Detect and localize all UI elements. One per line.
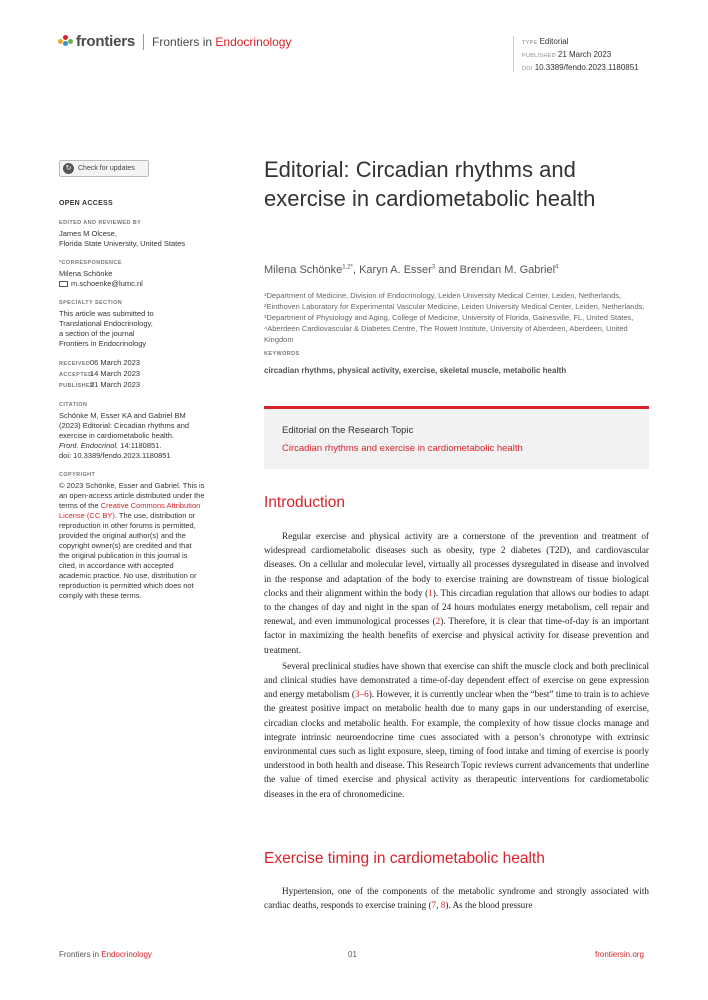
cc-by-link[interactable]: License (CC BY): [59, 511, 115, 520]
site-link[interactable]: frontiersin.org: [595, 950, 644, 959]
author-link[interactable]: and Brendan M. Gabriel: [435, 264, 556, 276]
intro-heading: Introduction: [264, 494, 345, 511]
research-topic-box: [264, 406, 649, 469]
keywords-label: KEYWORDS: [264, 351, 300, 357]
article-type: Editorial: [539, 37, 569, 46]
paragraph: Regular exercise and physical activity are a cornerstone of the prevention and treatment of widespread cardiometabolic diseases such as obesity, type 2 diabetes (T2D), and cardiovascular diseases. On a cellular and molecular level, virtually all processes dysregulated in disease and involved in the response and adaptation of the body to exercise training are downstream of tissue biological clocks and their alignment within the body (1). This circadian regulation that allows our bodies to adapt to the changes of day and night in the span of 24 hours modulates energy metabolism, cell repair and renewal, and even immunological processes (2). Therefore, it is clear that time-of-day is an important factor in maximizing the health benefits of exercise and physical activity for disease prevention and treatment.: [264, 531, 650, 655]
affiliations: ¹Department of Medicine, Division of Endocrinology, Leiden University Medical Center, Leiden, Netherlands, ²Einthoven Laboratory for Experimental Vascular Medicine, Leiden University Medical Center, Leiden, Netherlands, ³Department of Physiology and Aging, College of Medicine, University of Florida, Gainesville, FL, United States, ⁴Aberdeen Cardiovascular & Diabetes Centre, The Rowett Institute, University of Aberdeen, Aberdeen, United Kingdom: [264, 291, 645, 344]
paragraph: Hypertension, one of the components of the metabolic syndrome and strongly associated with cardiac deaths, responds to exercise training (7, 8). As the blood pressure: [264, 886, 649, 911]
journal-name: Frontiers in Endocrinology: [152, 34, 292, 49]
citation-link[interactable]: 8: [440, 900, 446, 911]
edited-section: EDITED AND REVIEWED BY James M Olcese, Florida State University, United States: [59, 220, 186, 248]
refresh-icon: ↻: [63, 163, 74, 174]
citation-link[interactable]: 2: [435, 616, 441, 627]
paragraph: Several preclinical studies have shown that exercise can shift the muscle clock and both preclinical and clinical studies have demonstrated a time-of-day dependent effect of exercise on gene expression and energy metabolism (3–6). However, it is currently unclear when the “best” time to train is to achieve the greatest positive impact on metabolic health due to many gaps in our understanding of exercise, circadian clocks and metabolic health. For example, the complexity of how tissue clocks manage and integrate intrinsic neuroendocrine time cues associated with a person’s chronotype with extrinsic environmental cues such as light exposure, sleep, timing of food intake and timing of exercise is poorly understood in both health and disease. This Research Topic reviews current advancements that underline the value of timed exercise and physical activity as therapeutic interventions for cardiometabolic diseases in the era of chronomedicine.: [264, 660, 649, 799]
sidebar: [59, 160, 234, 601]
article-title: Editorial: Circadian rhythms and exercise in cardiometabolic health: [264, 157, 596, 211]
citation-doi[interactable]: doi: 10.3389/fendo.2023.1180851: [59, 451, 171, 460]
dates-section: RECEIVED06 March 2023 ACCEPTED14 March 2023 PUBLISHED21 March 2023: [59, 358, 141, 389]
open-access-label: OPEN ACCESS: [59, 200, 113, 207]
check-updates-button[interactable]: ↻ Check for updates: [59, 160, 149, 177]
topic-link[interactable]: Circadian rhythms and exercise in cardiometabolic health: [282, 443, 523, 454]
citation-link[interactable]: 7: [431, 900, 437, 911]
doi-link[interactable]: 10.3389/fendo.2023.1180851: [534, 63, 639, 72]
author-link[interactable]: , Karyn A. Esser: [352, 264, 432, 276]
section-heading: Exercise timing in cardiometabolic health: [264, 850, 545, 867]
frontiers-logo-icon: [58, 35, 72, 49]
citation-link[interactable]: 3–6: [354, 689, 369, 700]
mail-icon: [59, 281, 68, 287]
page-number: 01: [348, 950, 357, 959]
section-body: [264, 884, 649, 914]
footer-journal: Frontiers in Endocrinology: [59, 950, 152, 959]
article-meta: TYPE Editorial PUBLISHED 21 March 2023 DOI 10.3389/fendo.2023.1180851: [522, 36, 639, 75]
specialty-section: SPECIALTY SECTION This article was submitted to Translational Endocrinology, a section of the journal Frontiers in Endocrinology: [59, 300, 154, 348]
frontiers-logo[interactable]: [58, 33, 291, 50]
topic-label: Editorial on the Research Topic: [282, 425, 414, 436]
brand-name: frontiers: [76, 33, 136, 50]
copyright-section: COPYRIGHT © 2023 Schönke, Esser and Gabriel. This is an open-access article distributed under the terms of the Creative Commons Attribution License (CC BY). The use, distribution or reproduction in other forums is permitted, provided the original author(s) and the copyright owner(s) are credited and that the original publication in this journal is cited, in accordance with accepted academic practice. No use, distribution or reproduction is permitted which does not comply with these terms.: [59, 472, 205, 600]
author-link[interactable]: Milena Schönke: [264, 264, 343, 276]
intro-body: [264, 529, 649, 803]
cc-license-link[interactable]: Creative Commons Attribution: [100, 501, 201, 510]
email-link[interactable]: m.schoenke@lumc.nl: [59, 279, 234, 289]
published-date: 21 March 2023: [557, 50, 612, 59]
citation-section: CITATION Schönke M, Esser KA and Gabriel BM (2023) Editorial: Circadian rhythms and exercise in cardiometabolic health. Front. Endocrinol. 14:1180851. doi: 10.3389/fendo.2023.1180851: [59, 400, 234, 461]
correspondence-section: *CORRESPONDENCE Milena Schönke m.schoenke@lumc.nl: [59, 258, 234, 289]
header-divider: [143, 34, 144, 50]
citation-link[interactable]: 1: [428, 587, 433, 598]
keywords: circadian rhythms, physical activity, exercise, skeletal muscle, metabolic health: [264, 366, 567, 375]
author-list: Milena Schönke$^{1,2*}$, Karyn A. Esser$^3$ and Brendan M. Gabriel$^4$: [264, 264, 559, 276]
